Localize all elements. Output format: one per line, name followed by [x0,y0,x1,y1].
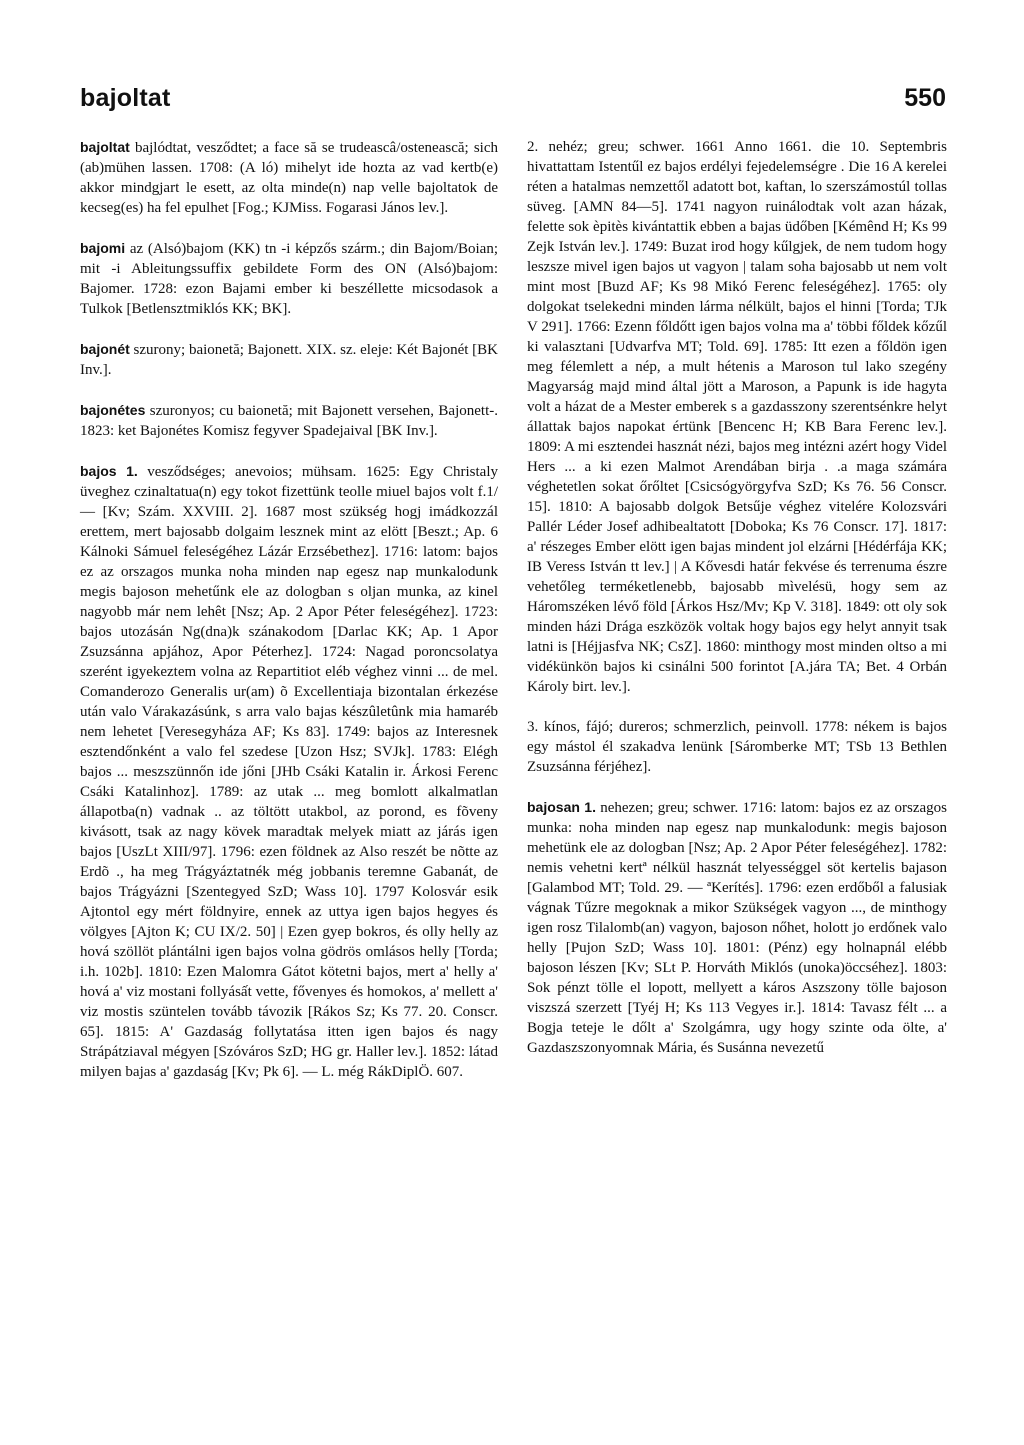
entry-headword: bajos 1. [80,463,138,479]
right-column [527,137,947,1078]
entry-text: 3. kínos, fájó; dureros; schmerzlich, peinvoll. 1778: nékem is bajos egy mástol él szakadva lenünk [Sáromberke MT; TSb 13 Bethlen Zsuzsánna férjéhez]. [527,719,947,775]
dictionary-sense [527,717,947,777]
entry-headword: bajomi [80,240,126,256]
page-number: 550 [904,84,946,112]
entry-text: szurony; baionetă; Bajonett. XIX. sz. eleje: Két Bajonét [BK Inv.]. [80,342,499,378]
running-header [80,84,946,118]
dictionary-entry [80,461,498,1082]
left-column [80,137,498,1102]
running-headword: bajoltat [80,84,171,112]
entry-headword: bajonét [80,341,130,357]
dictionary-entry [80,238,498,319]
entry-headword: bajoltat [80,139,130,155]
entry-text: 2. nehéz; greu; schwer. 1661 Anno 1661. die 10. Septembris hivattattam Istentűl ez bajos erdélyi fejedelemségre . Die 16 A kerelei réten a hatalmas nemzettől adatott bot, kaftan, lo szerszámostúl tollas süveg. [AMN 84—5]. 1741 nagyon ruinálodtak volt azan házak, felette sok èpitès kivántattik ebben a bajas üdőben [Kémênd H; Ks 99 Zejk István lev.]. 1749: Buzat irod hogy kűlgjek, de nem tudom hogy leszsze mivel igen bajos ut vagyon | talam soha bajosabb ut nem volt mint most [Buzd AF; Ks 98 Mikó Ferenc feleségéhez]. 1765: oly dolgokat tselekedni minden lárma nélkült, bajos el hinni [Torda; TJk V 291]. 1766: Ezenn főldőtt igen bajos volna ma a' többi főldek kőzűl ki valasztani [Udvarfva MT; Told. 69]. 1785: Itt ezen a főldön igen meg félemlett a nép, a mult hétenis a Maroson tul lako szegény Magyarság majd mind által jött a Maroson, a Papunk is ide hagyta volt a házat de a Mester emberek s a gazdasszony szerentsénkre helyt állattak bajos napokat értünk [Bencenc H; KB Bara Ferenc lev.]. 1809: A mi esztendei hasznát nézi, bajos meg intézni azért hogy Videl Hers ... a ki ezen Malmot Arendában birja . .a maga számára véghetetlen sokat őrőltet [Csicsógyörgyfva SzD; Ks 76. 56 Conscr. 15]. 1810: A bajosabb dolgok Betsűje véghez vitelére Kolozsvári Pallér Léder Josef adhibealtatott [Doboka; Ks 76 Conscr. 17]. 1817: a' részeges Ember elött igen bajas mindent jol elzárni [Hédérfája KK; IB Veress István tt lev.] | A Kővesdi határ fekvése és terrenuma észre vehetőleg terméketlenebb, bajosabb mìvelésü, hogy sem az Háromszéken lévő föld [Árkos Hsz/Mv; Kp V. 318]. 1849: ott oly sok minden házi Drága eszközök voltak hogy bajos egy helyt annyit tsak latni is [Héjjasfva NK; CsZ]. 1860: minthogy most minden oltso a mi vidékünkön bajos ki csinálni 500 forintot [A.jára TA; Bet. 4 Orbán Károly birt. lev.]. [527,139,947,695]
dictionary-entry [527,797,947,1058]
entry-text: nehezen; greu; schwer. 1716: latom: bajos ez az orszagos munka: noha minden nap egesz nap munkalodunk: megis bajoson mehetünk ele az dologban [Nsz; Ap. 2 Apor Péter feleségéhez]. 1782: nemis vehetni kertª nélkül hasznát telyességgel söt kertelis bajason [Galambod MT; Told. 29. — ªKerítés]. 1796: ezen erdőből a falusiak vágnak Tűzre megoknak a mikor Szükségek vagyon ..., de minthogy igen rosz Tilalomb(an) vagyon, bajoson nőhet, holott jo erdőnek valo helly [Pujon SzD; Wass 10]. 1801: (Pénz) egy holnapnál elébb bajoson lészen [Kv; SLt P. Horváth Miklós (unoka)öccséhez]. 1803: Sok pénzt tölle el lopott, mellyett a káros Aszszony tölle bajoson viszszá szerzett [Tyéj H; Ks 113 Vegyes ir.]. 1814: Tavasz félt ... a Bogja teteje le dőlt a' Szolgámra, ugy hogy szinte oda öltе, a' Gazdaszszonyomnak Mária, és Susánna nevezetű [527,800,948,1056]
entry-headword: bajonétes [80,402,146,418]
dictionary-entry [80,137,498,218]
dictionary-entry [80,339,498,380]
entry-text: vesződséges; anevoios; mühsam. 1625: Egy Christaly üveghez czinaltatua(n) egy tokot fizettünk teolle miuel bajos volt f.1/ — [Kv; Szám. XXVIII. 2]. 1687 most szükség hogj imádkozzál erettem, mert bajosabb dolgaim lesznek mint az elött [Beszt.; Ap. 6 Kálnoki Sámuel feleségéhez Lázár Erzsébethez]. 1716: latom: bajos ez az orszagos munka noha minden nap egesz nap munkalodunk megis bajoson mehetűnk ele az dologban s oljan munka, az kinel nagyobb már nem lehêt [Nsz; Ap. 2 Apor Péter feleségéhez]. 1723: bajos utozásán Ng(dna)k szánakodom [Darlac KK; Ap. 1 Apor Zsuzsánna apjához, Apor Péterhez]. 1724: Nagad poroncsolatya szerént igyekeztem volna az Repartitiot eléb véghez vinni ... de mel. Comanderozo Generalis ur(am) õ Excellentiaja bizontalan érkezése után valo Várakazásúnk, s arra valo bajas készûletûnk mia hamaréb nem lehetet [Veresegyháza AF; Ks 83]. 1749: bajos az Interesnek esztendőnként a valo fel szedese [Uzon Hsz; SVJk]. 1783: Elégh bajos ... meszszünnőn ide jőni [JHb Csáki Katalin ir. Árkosi Ferenc Csáki Katalinhoz]. 1789: az utak ... meg bomlott alkalmatlan állapotba(n) vadnak .. az töltött utakbol, az porond, es fõveny kivásott, tsak az nagy kövek maradtak melyek miatt az járás igen bajos [UszLt XIII/97]. 1796: ezen földnek az Also reszét be nõtte az Erdõ ., ha meg Trágyáztatnék még jobbanis teremne Gabanát, de bajos Trágyázni [Szentegyed SzD; Wass 10]. 1797 Kolosvár esik Ajtontol egy mért földnyire, ennek az uttya igen bajos hegyes és völgyes [Ajton K; CU IX/2. 50] | Ezen gyep bokros, és olly helly az hová szöllöt plántálni igen bajos volna gödrös omlásos helly [Torda; i.h. 102b]. 1810: Ezen Malomra Gátot kötetni bajos, mert a' helly a' hová a' viz mostani follyásất vette, fővenyes és homokos, a' mellett a' viz mostis szüntelen tovább távozik [Rákos Sz; Ks 77. 20. Conscr. 65]. 1815: A' Gazdaság follytatása itten igen bajos és nagy Strápátziaval mégyen [Szóváros SzD; HG gr. Haller lev.]. 1852: látad milyen bajas a' gazdaság [Kv; Pk 6]. — L. még RákDiplÖ. 607. [80,464,498,1080]
dictionary-sense [527,137,947,697]
entry-text: az (Alsó)bajom (KK) tn -i képzős szárm.; din Bajom/Boian; mit -i Ableitungssuffix gebildete Form des ON (Alsó)bajom: Bajomer. 1728: ezon Bajami ember ki beszéllette micsodasok a Tulkok [Betlensztmiklós KK; BK]. [80,241,499,317]
entry-text: bajlódtat, vesződtet; a face să se trudeascâ/ostenească; sich (ab)mühen lassen. 1708: (A ló) mihelyt ide hozta az vad kertb(e) akkor mindgjart le esett, az olta minde(n) nap velle bajoltatok de kecseg(es) ha fel epulhet [Fog.; KJMiss. Fogarasi János lev.]. [80,140,498,216]
entry-text: szuronyos; cu baionetă; mit Bajonett versehen, Bajonett-. 1823: ket Bajonétes Komisz fegyver Spadejaival [BK Inv.]. [80,403,498,439]
dictionary-entry [80,400,498,441]
entry-headword: bajosan 1. [527,799,596,815]
